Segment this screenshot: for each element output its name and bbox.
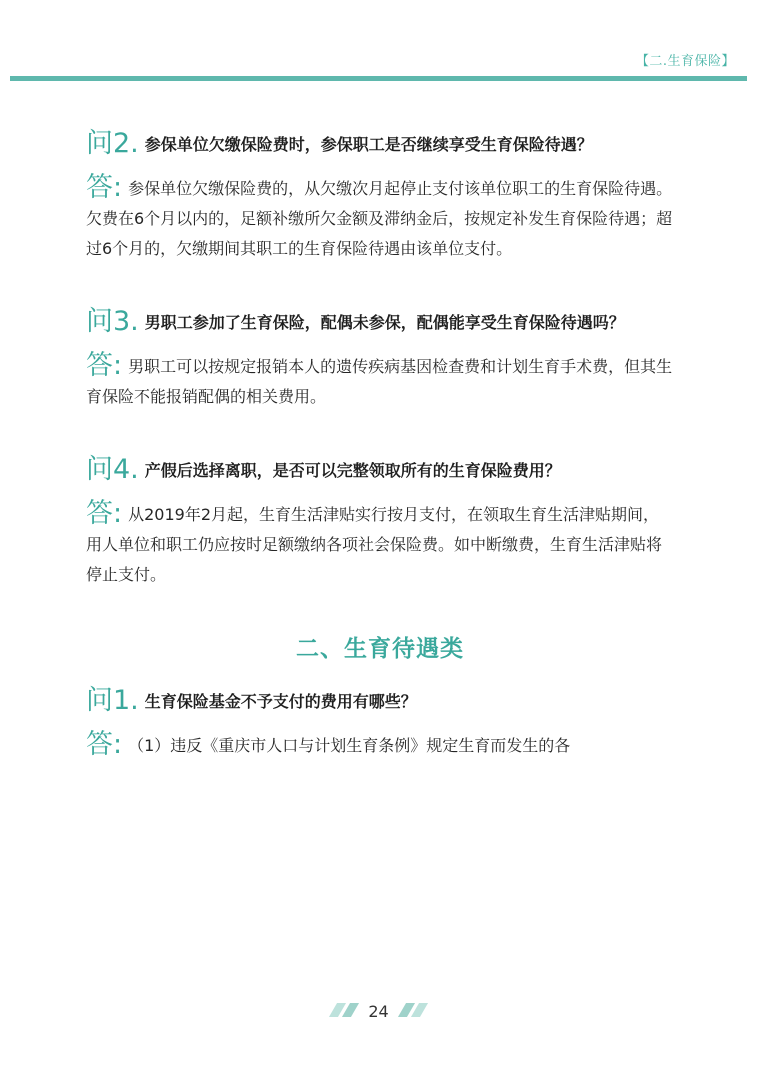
question-prefix: 问1. [86, 685, 139, 716]
answer [86, 731, 674, 761]
answer [86, 500, 674, 590]
page-content [86, 130, 674, 761]
question [86, 687, 674, 717]
qa-item [86, 308, 674, 412]
answer-prefix: 答: [86, 498, 123, 529]
answer [86, 174, 674, 264]
question-text: 生育保险基金不予支付的费用有哪些？ [144, 692, 417, 711]
section-tag: 【二.生育保险】 [635, 54, 735, 69]
question-text: 男职工参加了生育保险，配偶未参保，配偶能享受生育保险待遇吗？ [144, 313, 625, 332]
question-prefix: 问3. [86, 306, 139, 337]
qa-item [86, 687, 674, 761]
answer-text: （1）违反《重庆市人口与计划生育条例》规定生育而发生的各 [128, 736, 571, 755]
answer-text: 参保单位欠缴保险费的，从欠缴次月起停止支付该单位职工的生育保险待遇。欠费在6个月以内的，足额补缴所欠金额及滞纳金后，按规定补发生育保险待遇；超过6个月的，欠缴期间其职工的生育保险待遇由该单位支付。 [86, 179, 673, 258]
question-prefix: 问4. [86, 454, 139, 485]
question-text: 产假后选择离职，是否可以完整领取所有的生育保险费用？ [144, 461, 561, 480]
page-footer [0, 1001, 757, 1027]
answer-prefix: 答: [86, 350, 123, 381]
section-heading: 二、生育待遇类 [296, 636, 464, 662]
answer-text: 男职工可以按规定报销本人的遗传疾病基因检查费和计划生育手术费，但其生育保险不能报销配偶的相关费用。 [86, 357, 673, 406]
qa-item [86, 130, 674, 264]
question-prefix: 问2. [86, 128, 139, 159]
stripes-decoration-right [400, 1002, 426, 1021]
answer-prefix: 答: [86, 172, 123, 203]
answer-prefix: 答: [86, 729, 123, 760]
question [86, 308, 674, 338]
header-divider [10, 76, 747, 81]
question [86, 456, 674, 486]
question-text: 参保单位欠缴保险费时，参保职工是否继续享受生育保险待遇？ [144, 135, 593, 154]
answer-text: 从2019年2月起，生育生活津贴实行按月支付，在领取生育生活津贴期间，用人单位和职工仍应按时足额缴纳各项社会保险费。如中断缴费，生育生活津贴将停止支付。 [86, 505, 663, 584]
answer [86, 352, 674, 412]
stripes-decoration-left [331, 1002, 357, 1021]
qa-item [86, 456, 674, 590]
question [86, 130, 674, 160]
page-number: 24 [368, 1002, 389, 1021]
